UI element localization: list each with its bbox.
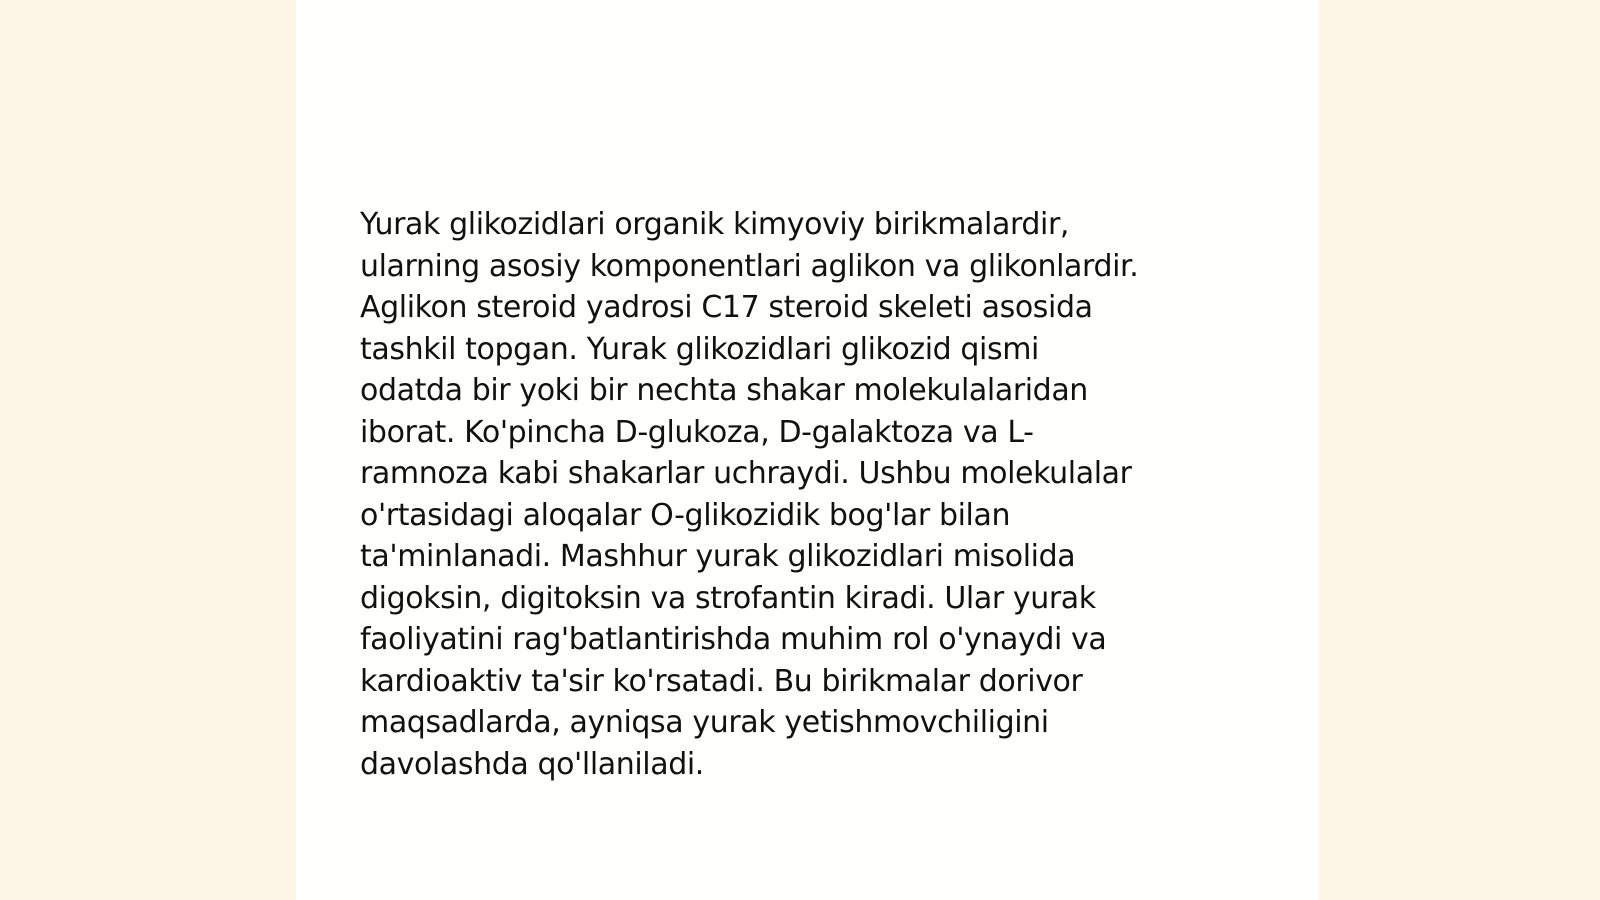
paragraph-line: Aglikon steroid yadrosi C17 steroid skeleti asosida	[360, 290, 1093, 325]
paragraph-line: faoliyatini rag'batlantirishda muhim rol o'ynaydi va	[360, 622, 1107, 657]
paragraph-line: davolashda qo'llaniladi.	[360, 746, 704, 782]
paragraph-line: odatda bir yoki bir nechta shakar molekulalaridan	[360, 373, 1088, 408]
paragraph-line: maqsadlarda, ayniqsa yurak yetishmovchiligini	[360, 705, 1049, 740]
paragraph-line: kardioaktiv ta'sir ko'rsatadi. Bu birikmalar dorivor	[360, 663, 1083, 699]
paragraph-line: iborat. Ko'pincha D-glukoza, D-galaktoza va L-	[360, 414, 1034, 450]
paragraph-line: ramnoza kabi shakarlar uchraydi. Ushbu molekulalar	[360, 456, 1132, 491]
body-paragraph	[360, 204, 1240, 785]
paragraph-line: digoksin, digitoksin va strofantin kiradi. Ular yurak	[360, 580, 1096, 616]
paragraph-line: ularning asosiy komponentlari aglikon va glikonlardir.	[360, 248, 1139, 284]
paragraph-line: Yurak glikozidlari organik kimyoviy birikmalardir,	[360, 207, 1070, 242]
paragraph-line: ta'minlanadi. Mashhur yurak glikozidlari misolida	[360, 539, 1076, 574]
slide-page	[296, 0, 1319, 900]
paragraph-line: o'rtasidagi aloqalar O-glikozidik bog'lar bilan	[360, 497, 1011, 533]
paragraph-line: tashkil topgan. Yurak glikozidlari glikozid qismi	[360, 331, 1039, 367]
